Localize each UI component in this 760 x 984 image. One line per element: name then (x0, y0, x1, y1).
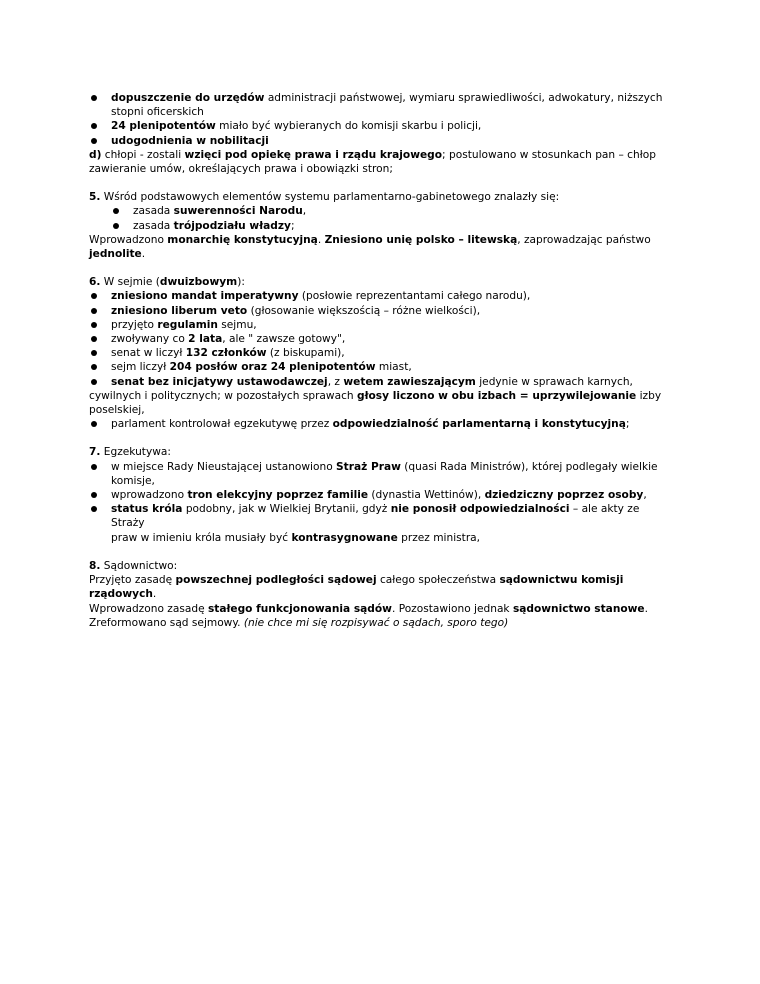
text: (posłowie reprezentantami całego narodu), (298, 290, 531, 303)
bold-text: zniesiono liberum veto (111, 304, 248, 317)
text: Wśród podstawowych elementów systemu parlamentarno-gabinetowego znalazły się: (100, 191, 560, 204)
document-body (89, 91, 669, 630)
text: W sejmie ( (100, 276, 160, 289)
bold-text: 204 posłów oraz 24 plenipotentów (169, 361, 376, 374)
text: cywilnych i politycznych; w pozostałych sprawach (89, 389, 357, 402)
text: administracji państwowej, wymiaru sprawiedliwości, adwokatury, niższych (264, 92, 663, 104)
bold-text: stałego funkcjonowania sądów (207, 602, 392, 615)
section-heading (89, 559, 669, 573)
bold-text: regulamin (157, 318, 218, 331)
list-item-continuation: komisje, (111, 474, 155, 487)
bold-text: udogodnienia w nobilitacji (111, 134, 269, 147)
bold-text: suwerenności Narodu (173, 205, 303, 218)
text: jedynie w sprawach karnych, (475, 375, 633, 388)
bullet-icon (91, 308, 97, 314)
bold-text: senat bez inicjatywy ustawodawczej (111, 375, 328, 388)
bullet-icon (91, 364, 97, 370)
text: sejm liczył (111, 361, 170, 374)
bold-text: nie ponosił odpowiedzialności (390, 503, 570, 516)
list-item (89, 346, 669, 360)
text: (quasi Rada Ministrów), której podlegały wielkie (400, 460, 658, 473)
text: zwoływany co (111, 333, 189, 346)
text: , ale " zawsze gotowy", (222, 333, 346, 346)
text: (dynastia Wettinów), (368, 489, 485, 502)
bold-text: kontrasygnowane (291, 531, 398, 544)
bullet-icon (91, 336, 97, 342)
text: , zaprowadzając państwo (517, 233, 651, 246)
bold-text: status króla (111, 503, 183, 516)
text: . (317, 233, 325, 246)
bold-text: sądownictwu komisji rządowych (89, 574, 624, 601)
text: ; postulowano w stosunkach pan – chłop (442, 148, 656, 161)
list-item (89, 134, 669, 148)
text: . (644, 602, 648, 615)
bold-text: d) (89, 148, 102, 161)
bullet-icon (91, 123, 97, 129)
list-item-continuation (89, 389, 669, 417)
bold-text: dziedziczny poprzez osoby (484, 489, 644, 502)
text: Wprowadzono (89, 233, 168, 246)
section-heading (89, 275, 669, 289)
bold-text: 132 członków (185, 347, 267, 360)
bullet-icon (91, 492, 97, 498)
text: chłopi - zostali (101, 148, 185, 161)
list-item (89, 318, 669, 332)
bold-text: 2 lata (188, 333, 223, 346)
text: wprowadzono (111, 489, 188, 502)
bold-text: Zniesiono unię polsko – litewską (324, 233, 518, 246)
text: . Pozostawiono jednak (391, 602, 513, 615)
text: (z biskupami), (266, 347, 345, 360)
bullet-icon (91, 95, 97, 101)
list-item (89, 502, 669, 530)
text: miast, (375, 361, 412, 374)
text: podobny, jak w Wielkiej Brytanii, gdyż (182, 503, 391, 516)
bold-text: Straż Praw (336, 460, 401, 473)
bold-text: głosy liczono w obu izbach = uprzywilejowanie (357, 389, 637, 402)
text: ; (625, 418, 630, 431)
text: zawieranie umów, określających prawa i obowiązki stron; (89, 163, 393, 176)
section-number: 6. (89, 276, 101, 289)
list-item (89, 360, 669, 374)
bold-text: powszechnej podległości sądowej (175, 574, 377, 587)
paragraph (89, 233, 669, 261)
text: izby (636, 389, 662, 402)
bold-text: dopuszczenie do urzędów (111, 92, 265, 104)
list-item (89, 375, 669, 389)
text: senat w liczył (111, 347, 186, 360)
text: miało być wybieranych do komisji skarbu i policji, (215, 120, 482, 133)
text: poselskiej, (89, 404, 145, 417)
bold-text: 24 plenipotentów (111, 120, 216, 133)
text: Przyjęto zasadę (89, 574, 176, 587)
list-item (89, 304, 669, 318)
bullet-icon (113, 208, 119, 214)
bold-text: wetem zawieszającym (343, 375, 476, 388)
list-item (89, 332, 669, 346)
bullet-icon (91, 421, 97, 427)
bold-text: wzięci pod opiekę prawa i rządu krajowego (184, 148, 443, 161)
section-heading (89, 445, 669, 459)
text: przyjęto (111, 318, 158, 331)
text: praw w imieniu króla musiały być (111, 531, 292, 544)
italic-note: (nie chce mi się rozpisywać o sądach, sporo tego) (243, 616, 509, 629)
text: w miejsce Rady Nieustającej ustanowiono (111, 460, 337, 473)
list-item-continuation (89, 531, 669, 545)
bold-text: odpowiedzialność parlamentarną i konstytucyjną (332, 418, 626, 431)
text: przez ministra, (397, 531, 481, 544)
text: sejmu, (217, 318, 257, 331)
bold-text: trójpodziału władzy (173, 219, 291, 232)
bold-text: jednolite (89, 248, 142, 261)
bold-text: sądownictwo stanowe (512, 602, 645, 615)
text: zasada (133, 205, 174, 218)
text: zasada (133, 219, 174, 232)
list-item (89, 488, 669, 502)
text: ; (290, 219, 295, 232)
bold-text: tron elekcyjny poprzez familie (187, 489, 369, 502)
text: Sądownictwo: (100, 559, 178, 572)
text: , z (327, 375, 344, 388)
bullet-icon (91, 138, 97, 144)
list-item-continuation: stopni oficerskich (111, 106, 204, 119)
list-item (89, 91, 669, 105)
bullet-icon (91, 293, 97, 299)
section-number: 7. (89, 446, 101, 459)
text: Egzekutywa: (100, 446, 171, 459)
text: . (141, 248, 146, 261)
bullet-icon (91, 350, 97, 356)
bullet-icon (91, 506, 97, 512)
bullet-icon (91, 464, 97, 470)
text: – ale akty ze Straży (111, 503, 640, 530)
bold-text: monarchię konstytucyjną (167, 233, 318, 246)
list-item (89, 119, 669, 133)
text: Wprowadzono zasadę (89, 602, 208, 615)
list-item (89, 204, 669, 218)
section-heading (89, 190, 669, 204)
bold-text: dwuizbowym (159, 276, 238, 289)
text: ): (237, 276, 245, 289)
bullet-icon (113, 223, 119, 229)
section-number: 5. (89, 191, 101, 204)
text: (głosowanie większością – różne wielkości), (247, 304, 481, 317)
section-number: 8. (89, 559, 101, 572)
bold-text: zniesiono mandat imperatywny (111, 290, 299, 303)
bullet-icon (91, 322, 97, 328)
paragraph (89, 573, 669, 630)
text: , (302, 205, 307, 218)
list-item (89, 289, 669, 303)
bullet-icon (91, 379, 97, 385)
text: całego społeczeństwa (376, 574, 500, 587)
list-item (89, 219, 669, 233)
list-item (89, 417, 669, 431)
text: parlament kontrolował egzekutywę przez (111, 418, 333, 431)
text: Zreformowano sąd sejmowy. (89, 616, 244, 629)
paragraph (89, 148, 669, 176)
list-item (89, 460, 669, 474)
text: , (643, 489, 647, 502)
text: . (152, 588, 157, 601)
